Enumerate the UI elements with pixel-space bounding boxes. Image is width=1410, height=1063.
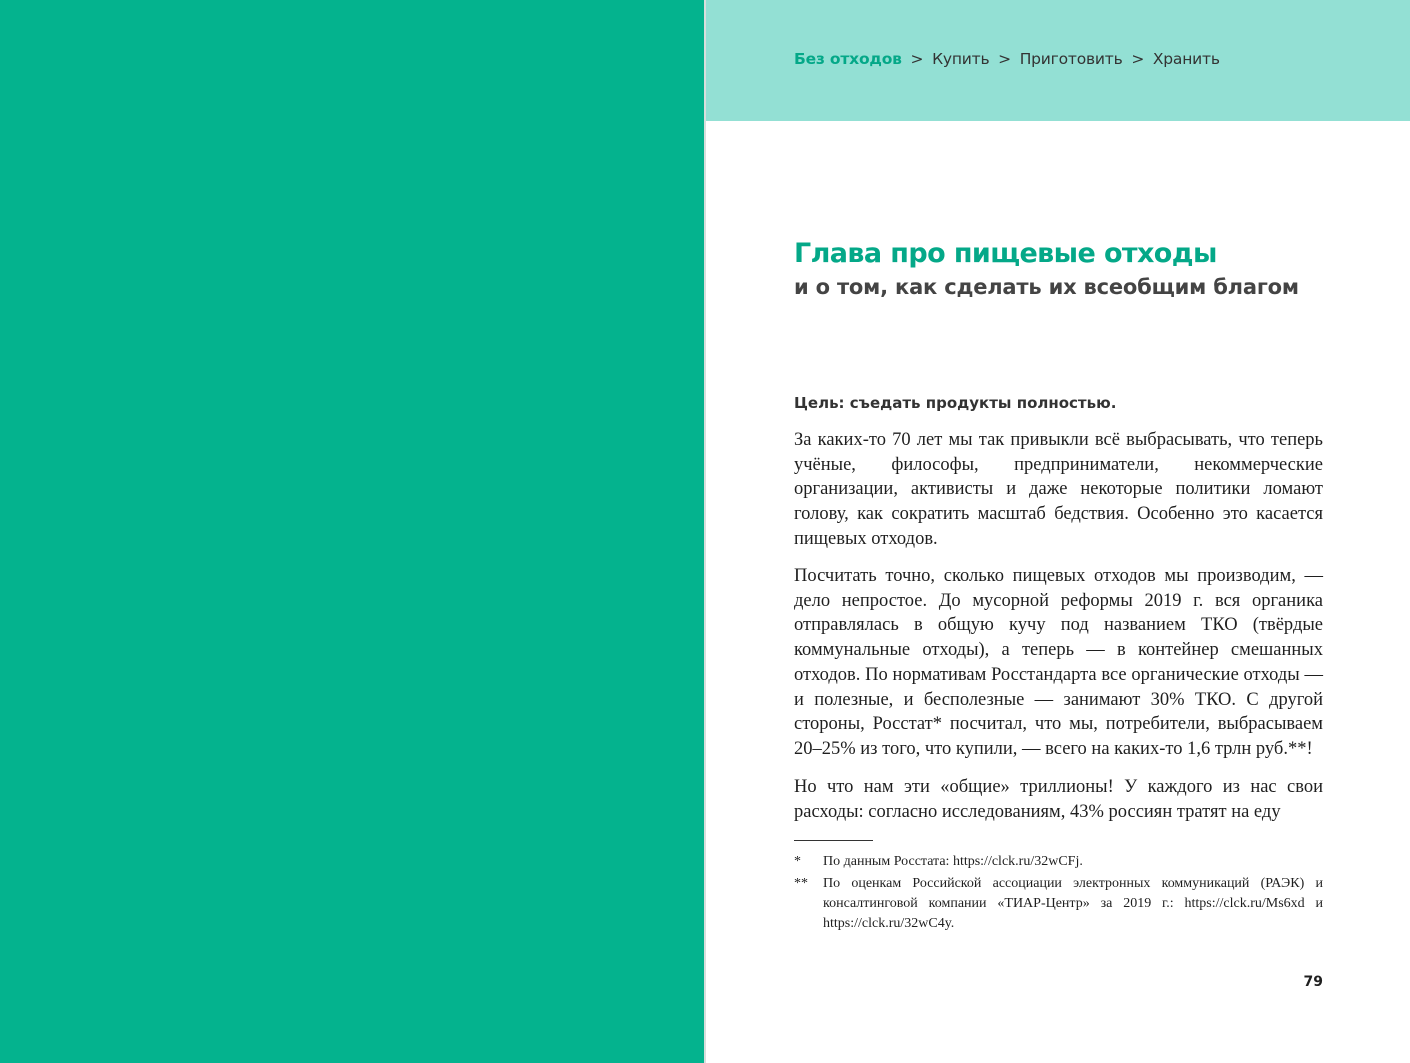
footnote-mark: ** xyxy=(794,876,808,891)
footnote-text: По данным Росстата: https://clck.ru/32wCFj. xyxy=(823,854,1083,869)
breadcrumb-separator: > xyxy=(910,50,924,68)
goal-statement: Цель: съедать продукты полностью. xyxy=(794,394,1117,412)
footnote-mark: * xyxy=(794,854,801,869)
right-page xyxy=(706,0,1410,1063)
breadcrumb-item-cook: Приготовить xyxy=(1019,50,1123,68)
breadcrumb xyxy=(794,50,1220,68)
body-paragraph: Но что нам эти «общие» триллионы! У каждого из нас свои расходы: согласно исследованиям, 43% россиян тратят на еду xyxy=(794,777,1323,822)
page-number: 79 xyxy=(1303,974,1323,990)
chapter-subtitle: и о том, как сделать их всеобщим благом xyxy=(794,275,1299,299)
header-band xyxy=(706,0,1410,121)
breadcrumb-separator: > xyxy=(1131,50,1145,68)
body-paragraph: За каких-то 70 лет мы так привыкли всё выбрасывать, что теперь учёные, философы, предприниматели, некоммерческие организации, активисты и даже некоторые политики ломают голову, как сократить масштаб бедствия. Особенно это касается пищевых отходов. xyxy=(794,430,1323,549)
breadcrumb-separator: > xyxy=(998,50,1011,68)
breadcrumb-item-active: Без отходов xyxy=(794,50,902,68)
footnote xyxy=(794,852,1323,872)
footnote-divider xyxy=(794,840,873,841)
chapter-title: Глава про пищевые отходы xyxy=(794,238,1217,269)
breadcrumb-item-buy: Купить xyxy=(932,50,990,68)
footnote xyxy=(794,874,1323,934)
body-paragraph: Посчитать точно, сколько пищевых отходов мы производим, — дело непростое. До мусорной реформы 2019 г. вся органика отправлялась в общую кучу под названием ТКО (твёрдые коммунальные отходы), а теперь — в контейнер смешанных отходов. По нормативам Росстандарта все органические отходы — и полезные, и бесполезные — занимают 30% ТКО. С другой стороны, Росстат* посчитал, что мы, потребители, выбрасываем 20–25% из того, что купили, — всего на каких-то 1,6 трлн руб.**! xyxy=(794,566,1323,759)
breadcrumb-item-store: Хранить xyxy=(1152,50,1220,68)
footnote-text: По оценкам Российской ассоциации электронных коммуникаций (РАЭК) и консалтинговой компании «ТИАР-Центр» за 2019 г.: https://clck.ru/Ms6xd и https://clck.ru/32wC4y. xyxy=(823,876,1323,931)
left-page-color-block xyxy=(0,0,704,1063)
